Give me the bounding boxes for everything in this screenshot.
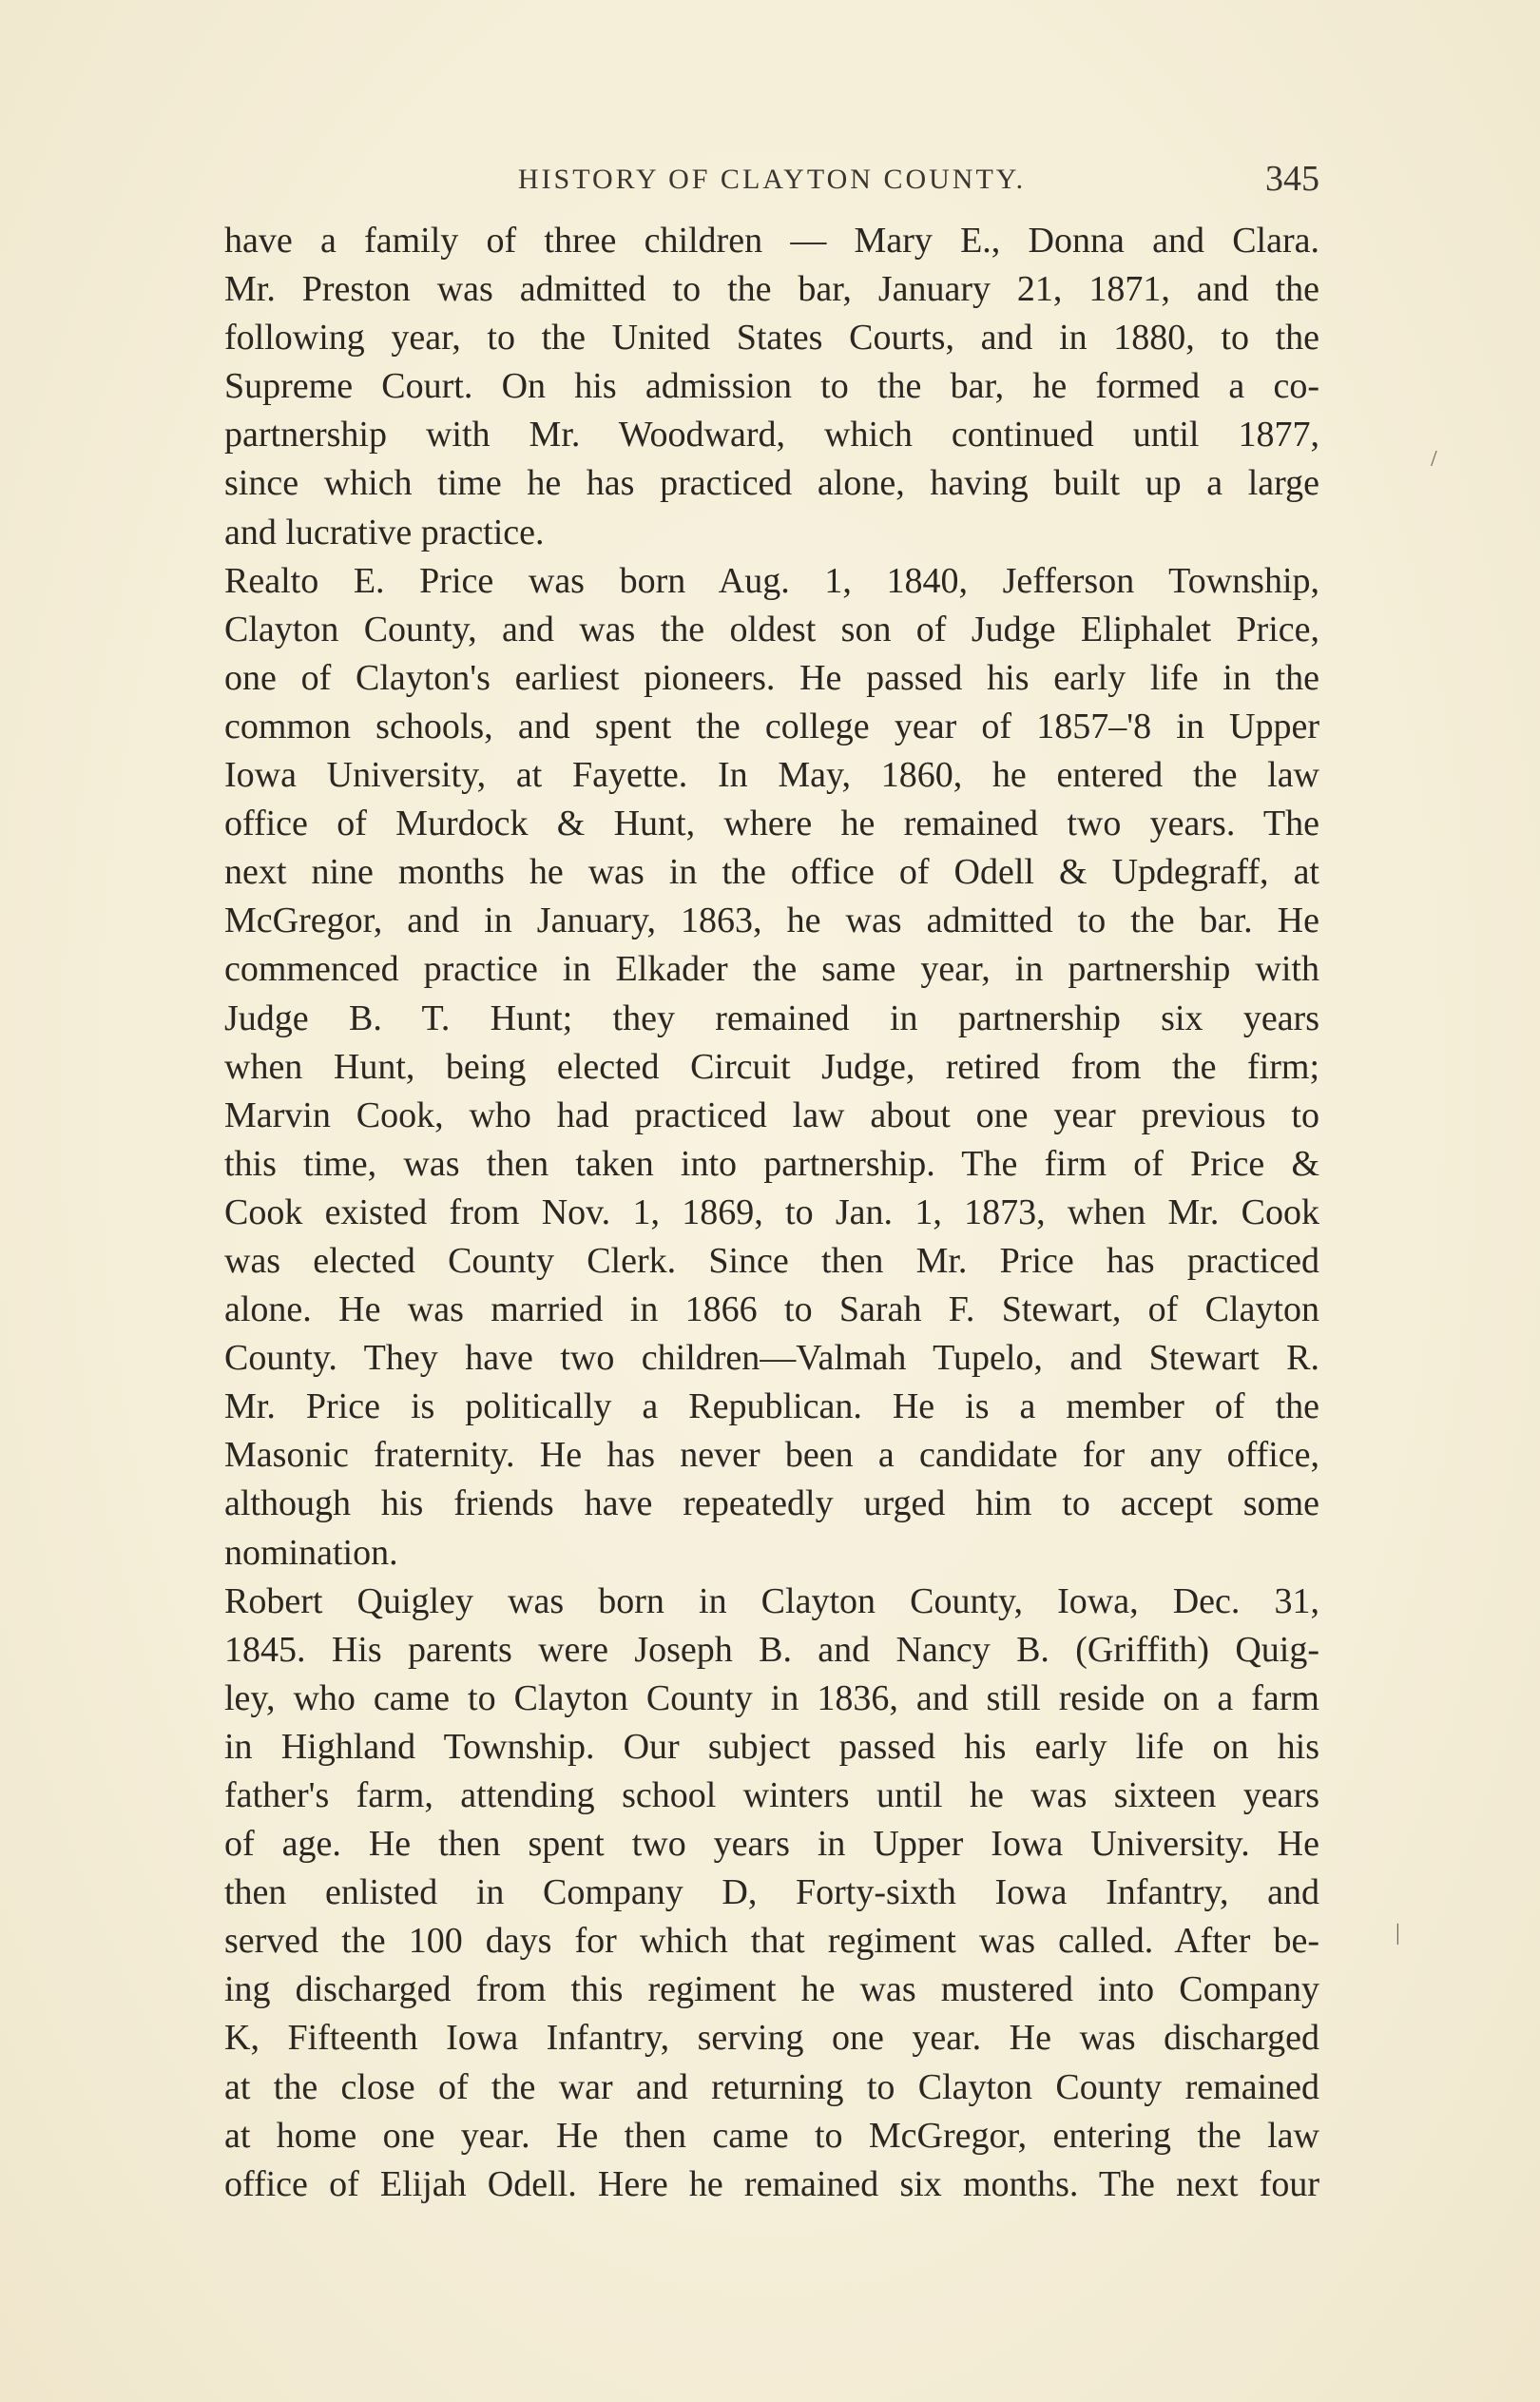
text-line: was elected County Clerk. Since then Mr. Price has practiced bbox=[224, 1240, 1319, 1281]
text-line: K, Fifteenth Iowa Infantry, serving one year. He was discharged bbox=[224, 2018, 1319, 2059]
text-line: Mr. Preston was admitted to the bar, January 21, 1871, and the bbox=[224, 269, 1319, 310]
text-line: following year, to the United States Courts, and in 1880, to the bbox=[224, 318, 1319, 358]
text-line: County. They have two children—Valmah Tupelo, and Stewart R. bbox=[224, 1338, 1319, 1379]
text-line: Judge B. T. Hunt; they remained in partnership six years bbox=[224, 998, 1319, 1038]
text-line: served the 100 days for which that regiment was called. After be- bbox=[224, 1921, 1319, 1962]
text-line: Iowa University, at Fayette. In May, 1860, he entered the law bbox=[224, 755, 1319, 796]
text-line: Cook existed from Nov. 1, 1869, to Jan. 1, 1873, when Mr. Cook bbox=[224, 1191, 1319, 1232]
page-header-title: HISTORY OF CLAYTON COUNTY. bbox=[517, 164, 1027, 195]
text-line: father's farm, attending school winters until he was sixteen years bbox=[224, 1775, 1319, 1815]
text-line: partnership with Mr. Woodward, which continued until 1877, bbox=[224, 415, 1319, 455]
text-line: nomination. bbox=[224, 1532, 398, 1573]
text-line: when Hunt, being elected Circuit Judge, retired from the firm; bbox=[224, 1046, 1319, 1087]
text-line: this time, was then taken into partnership. The firm of Price & bbox=[224, 1143, 1319, 1184]
text-line: office of Elijah Odell. Here he remained six months. The next four bbox=[224, 2163, 1319, 2204]
text-line: Marvin Cook, who had practiced law about one year previous to bbox=[224, 1094, 1319, 1135]
text-line: common schools, and spent the college year of 1857–'8 in Upper bbox=[224, 706, 1319, 746]
text-line: one of Clayton's earliest pioneers. He passed his early life in the bbox=[224, 657, 1319, 698]
body-text bbox=[224, 217, 1319, 2209]
text-line: at home one year. He then came to McGregor, entering the law bbox=[224, 2115, 1319, 2156]
text-line: ing discharged from this regiment he was mustered into Company bbox=[224, 1969, 1319, 2010]
running-header bbox=[224, 159, 1319, 202]
text-line: Supreme Court. On his admission to the bar, he formed a co- bbox=[224, 366, 1319, 407]
text-line: Robert Quigley was born in Clayton County, Iowa, Dec. 31, bbox=[224, 1580, 1319, 1621]
text-line: Clayton County, and was the oldest son of Judge Eliphalet Price, bbox=[224, 609, 1319, 649]
text-line: office of Murdock & Hunt, where he remained two years. The bbox=[224, 804, 1319, 844]
text-line: although his friends have repeatedly urged him to accept some bbox=[224, 1483, 1319, 1524]
margin-mark: | bbox=[1396, 1921, 1400, 1946]
text-line: in Highland Township. Our subject passed his early life on his bbox=[224, 1726, 1319, 1767]
text-line: of age. He then spent two years in Upper Iowa University. He bbox=[224, 1824, 1319, 1865]
text-line: 1845. His parents were Joseph B. and Nancy B. (Griffith) Quig- bbox=[224, 1629, 1319, 1670]
text-line: commenced practice in Elkader the same year, in partnership with bbox=[224, 949, 1319, 990]
text-line: next nine months he was in the office of Odell & Updegraff, at bbox=[224, 852, 1319, 893]
text-line: at the close of the war and returning to Clayton County remained bbox=[224, 2066, 1319, 2107]
text-line: have a family of three children — Mary E., Donna and Clara. bbox=[224, 221, 1319, 261]
text-line: then enlisted in Company D, Forty-sixth Iowa Infantry, and bbox=[224, 1872, 1319, 1913]
text-line: alone. He was married in 1866 to Sarah F. Stewart, of Clayton bbox=[224, 1289, 1319, 1330]
text-line: Masonic fraternity. He has never been a candidate for any office, bbox=[224, 1435, 1319, 1476]
text-line: McGregor, and in January, 1863, he was admitted to the bar. He bbox=[224, 901, 1319, 941]
margin-mark: / bbox=[1431, 447, 1437, 472]
text-line: since which time he has practiced alone, having built up a large bbox=[224, 463, 1319, 504]
text-line: Realto E. Price was born Aug. 1, 1840, Jefferson Township, bbox=[224, 560, 1319, 601]
text-line: and lucrative practice. bbox=[224, 512, 545, 552]
page-number: 345 bbox=[1265, 159, 1319, 199]
text-line: Mr. Price is politically a Republican. He is a member of the bbox=[224, 1386, 1319, 1427]
text-line: ley, who came to Clayton County in 1836, and still reside on a farm bbox=[224, 1677, 1319, 1718]
